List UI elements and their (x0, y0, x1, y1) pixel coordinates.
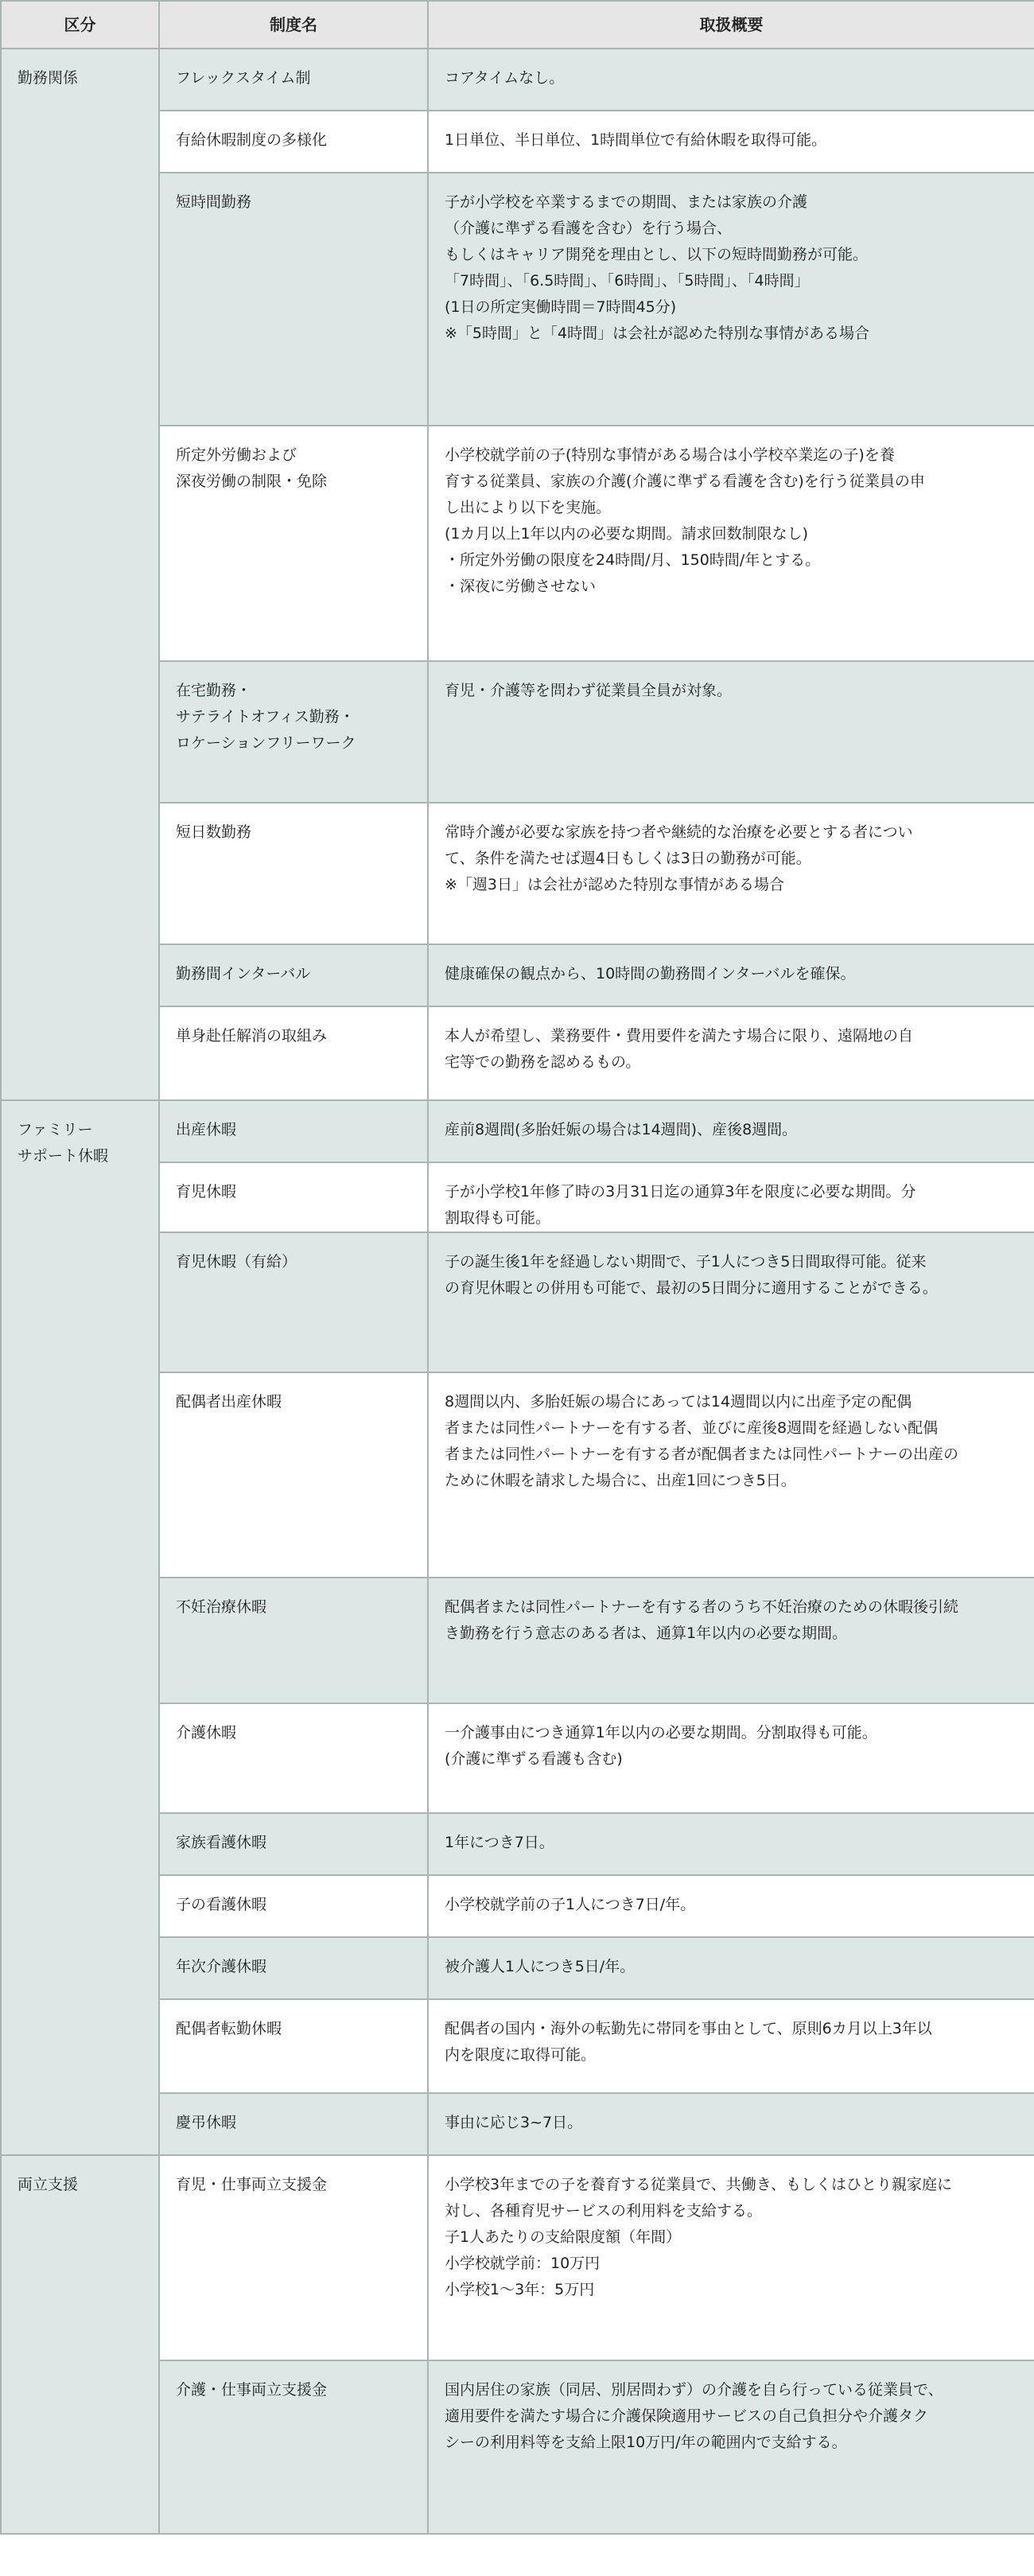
system-name: ロケーションフリーワーク (176, 734, 356, 752)
system-name: 年次介護休暇 (176, 1958, 267, 1975)
system-name: 出産休暇 (176, 1121, 237, 1138)
system-name: 慶弔休暇 (176, 2114, 237, 2131)
overview-line: 宅等での勤務を認めるもの。 (445, 1053, 641, 1071)
system-name: 介護・仕事両立支援金 (176, 2381, 328, 2399)
overview-line: 小学校就学前の子(特別な事情がある場合は小学校卒業迄の子)を養 (445, 446, 895, 464)
overview-cell (428, 1703, 1034, 1813)
overview-line: 割取得も可能。 (445, 1209, 551, 1227)
overview-line: ・所定外労働の限度を24時間/月、150時間/年とする。 (445, 551, 821, 569)
system-name: 有給休暇制度の多様化 (176, 131, 328, 149)
overview-line: (1カ月以上1年以内の必要な期間。請求回数制限なし) (445, 525, 809, 543)
overview-line: 常時介護が必要な家族を持つ者や継続的な治療を必要とする者につい (445, 823, 913, 841)
overview-line: 8週間以内、多胎妊娠の場合にあっては14週間以内に出産予定の配偶 (445, 1393, 912, 1411)
system-name: 勤務間インターバル (176, 965, 311, 983)
overview-line: 配偶者の国内・海外の転勤先に帯同を事由として、原則6カ月以上3年以 (445, 2020, 932, 2037)
system-name: 所定外労働および (176, 446, 297, 464)
overview-cell (428, 1937, 1034, 1999)
system-name-cell (159, 1703, 428, 1813)
overview-line: （介護に準ずる看護を含む）を行う場合、 (445, 220, 733, 237)
overview-line: 「7時間」、「6.5時間」、「6時間」、「5時間」、「4時間」 (445, 272, 810, 290)
system-name-cell (159, 1232, 428, 1372)
system-name: 不妊治療休暇 (176, 1598, 267, 1616)
overview-cell (428, 1813, 1034, 1875)
system-name-cell (159, 1100, 428, 1162)
overview-cell (428, 111, 1034, 173)
system-name-cell (159, 1937, 428, 1999)
overview-line: 対し、各種育児サービスの利用料を支給する。 (445, 2202, 763, 2220)
overview-line: コアタイムなし。 (445, 69, 565, 87)
overview-cell (428, 1162, 1034, 1232)
category-work (1, 49, 159, 1100)
system-name-cell (159, 944, 428, 1006)
overview-line: ために休暇を請求した場合に、出産1回につき5日。 (445, 1472, 796, 1489)
system-name-cell (159, 1813, 428, 1875)
system-name-cell (159, 1578, 428, 1703)
system-name: サテライトオフィス勤務・ (176, 708, 355, 726)
overview-line: シーの利用料等を支給上限10万円/年の範囲内で支給する。 (445, 2434, 847, 2451)
overview-cell (428, 173, 1034, 426)
system-name: 配偶者転勤休暇 (176, 2020, 282, 2037)
system-name: 単身赴任解消の取組み (176, 1027, 328, 1045)
category-label: ファミリー (17, 1121, 93, 1138)
overview-line: 子の誕生後1年を経過しない期間で、子1人につき5日間取得可能。従来 (445, 1253, 927, 1270)
overview-line: 1日単位、半日単位、1時間単位で有給休暇を取得可能。 (445, 131, 827, 149)
system-name-cell (159, 803, 428, 944)
system-name: 配偶者出産休暇 (176, 1393, 282, 1411)
system-name-cell (159, 1999, 428, 2093)
overview-cell (428, 1232, 1034, 1372)
overview-cell (428, 1578, 1034, 1703)
table-header-row (1, 1, 1034, 49)
category-label: 勤務関係 (17, 69, 79, 87)
system-name: フレックスタイム制 (176, 69, 311, 87)
overview-cell (428, 1875, 1034, 1937)
overview-cell (428, 1100, 1034, 1162)
system-name-cell (159, 661, 428, 803)
overview-line: 産前8週間(多胎妊娠の場合は14週間)、産後8週間。 (445, 1121, 798, 1138)
overview-cell (428, 49, 1034, 111)
overview-line: 健康確保の観点から、10時間の勤務間インターバルを確保。 (445, 965, 856, 983)
overview-line: もしくはキャリア開発を理由とし、以下の短時間勤務が可能。 (445, 246, 869, 263)
system-name-cell (159, 2093, 428, 2155)
system-name-cell (159, 426, 428, 661)
overview-line: 育する従業員、家族の介護(介護に準ずる看護を含む)を行う従業員の申 (445, 473, 925, 490)
overview-cell (428, 1999, 1034, 2093)
overview-line: き勤務を行う意志のある者は、通算1年以内の必要な期間。 (445, 1625, 848, 1642)
system-name: 家族看護休暇 (176, 1834, 267, 1851)
system-name: 短時間勤務 (176, 193, 252, 211)
overview-line: 1年につき7日。 (445, 1834, 554, 1851)
system-name-cell (159, 49, 428, 111)
category-family-support-leave (1, 1100, 159, 2155)
overview-line: 小学校1～3年：5万円 (445, 2281, 595, 2298)
overview-line: 者または同性パートナーを有する者、並びに産後8週間を経過しない配偶 (445, 1419, 939, 1437)
overview-cell (428, 1372, 1034, 1578)
table-row (1, 1100, 1034, 1162)
system-name-cell (159, 1162, 428, 1232)
system-name: 介護休暇 (176, 1724, 237, 1741)
overview-cell (428, 1006, 1034, 1100)
overview-line: 被介護人1人につき5日/年。 (445, 1958, 636, 1975)
overview-line: し出により以下を実施。 (445, 499, 612, 516)
overview-line: 子1人あたりの支給限度額（年間） (445, 2228, 682, 2246)
overview-cell (428, 2155, 1034, 2360)
overview-line: 育児・介護等を問わず従業員全員が対象。 (445, 682, 733, 699)
system-name-cell (159, 1372, 428, 1578)
system-name-cell (159, 1875, 428, 1937)
overview-line: (介護に準ずる看護も含む) (445, 1750, 623, 1768)
category-label: 両立支援 (17, 2176, 79, 2193)
overview-line: ※「5時間」と「4時間」は会社が認めた特別な事情がある場合 (445, 325, 870, 342)
overview-line: 内を限度に取得可能。 (445, 2046, 597, 2064)
overview-cell (428, 661, 1034, 803)
overview-line: 本人が希望し、業務要件・費用要件を満たす場合に限り、遠隔地の自 (445, 1027, 914, 1045)
system-name-cell (159, 2155, 428, 2360)
header-overview: 取扱概要 (428, 1, 1034, 49)
header-system-name: 制度名 (159, 1, 428, 49)
overview-line: ※「週3日」は会社が認めた特別な事情がある場合 (445, 876, 785, 893)
overview-line: 小学校就学前：10万円 (445, 2255, 601, 2272)
header-category: 区分 (1, 1, 159, 49)
system-name: 在宅勤務・ (176, 682, 252, 699)
category-label: サポート休暇 (17, 1147, 109, 1165)
overview-line: 子が小学校1年修了時の3月31日迄の通算3年を限度に必要な期間。分 (445, 1183, 916, 1200)
system-name: 育児休暇（有給） (176, 1253, 297, 1270)
overview-line: 配偶者または同性パートナーを有する者のうち不妊治療のための休暇後引続 (445, 1598, 959, 1616)
overview-line: ・深夜に労働させない (445, 578, 597, 595)
overview-line: (1日の所定実働時間＝7時間45分) (445, 298, 677, 316)
overview-cell (428, 944, 1034, 1006)
overview-line: 適用要件を満たす場合に介護保険適用サービスの自己負担分や介護タク (445, 2407, 929, 2425)
overview-line: 小学校3年までの子を養育する従業員で、共働き、もしくはひとり親家庭に (445, 2176, 952, 2193)
system-name-cell (159, 111, 428, 173)
overview-line: 国内居住の家族（同居、別居問わず）の介護を自ら行っている従業員で、 (445, 2381, 943, 2399)
system-name-cell (159, 1006, 428, 1100)
overview-line: 一介護事由につき通算1年以内の必要な期間。分割取得も可能。 (445, 1724, 877, 1741)
overview-line: 者または同性パートナーを有する者が配偶者または同性パートナーの出産の (445, 1446, 959, 1463)
overview-line: の育児休暇との併用も可能で、最初の5日間分に適用することができる。 (445, 1279, 938, 1297)
table-body (1, 49, 1034, 2534)
system-name-cell (159, 2360, 428, 2534)
system-name: 育児休暇 (176, 1183, 237, 1200)
overview-line: 子が小学校を卒業するまでの期間、または家族の介護 (445, 193, 808, 211)
overview-line: て、条件を満たせば週4日もしくは3日の勤務が可能。 (445, 850, 811, 867)
overview-cell (428, 803, 1034, 944)
system-name-cell (159, 173, 428, 426)
category-balance-support (1, 2155, 159, 2534)
system-name: 短日数勤務 (176, 823, 252, 841)
table-row (1, 49, 1034, 111)
system-name: 深夜労働の制限・免除 (176, 473, 328, 490)
system-name: 育児・仕事両立支援金 (176, 2176, 328, 2193)
system-name: 子の看護休暇 (176, 1896, 267, 1913)
overview-line: 小学校就学前の子1人につき7日/年。 (445, 1896, 696, 1913)
overview-cell (428, 2360, 1034, 2534)
overview-cell (428, 2093, 1034, 2155)
overview-cell (428, 426, 1034, 661)
overview-line: 事由に応じ3~7日。 (445, 2114, 583, 2131)
table-row (1, 2155, 1034, 2360)
